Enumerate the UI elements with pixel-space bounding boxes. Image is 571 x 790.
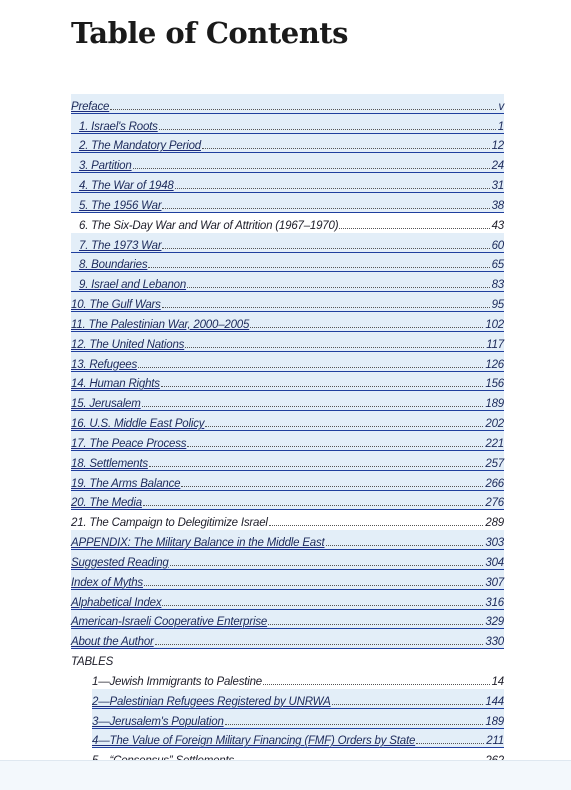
dot-leader: [202, 148, 490, 149]
dot-leader: [142, 406, 484, 407]
toc-entry-label: 2—Palestinian Refugees Registered by UNRWA: [92, 695, 331, 708]
toc-entry[interactable]: [71, 292, 504, 312]
toc-entry[interactable]: [71, 312, 504, 332]
toc-entry-page-number: 221: [485, 437, 504, 450]
dot-leader: [133, 168, 490, 169]
toc-entry[interactable]: [71, 570, 504, 590]
toc-entry-label: 14. Human Rights: [71, 378, 160, 391]
toc-entry-label: 11. The Palestinian War, 2000–2005: [71, 318, 250, 331]
toc-entry-label: 5. The 1956 War: [79, 199, 162, 212]
dot-leader: [181, 486, 483, 487]
toc-entry[interactable]: [71, 451, 504, 471]
toc-entry-label: 17. The Peace Process: [71, 437, 187, 450]
dot-leader: [175, 188, 490, 189]
toc-entry-label: 12. The United Nations: [71, 338, 185, 351]
toc-entry[interactable]: [71, 491, 504, 511]
toc-entry[interactable]: [71, 372, 504, 392]
toc-entry-page-number: 117: [486, 338, 504, 351]
dot-leader: [138, 367, 483, 368]
dot-leader: [250, 327, 483, 328]
toc-entry[interactable]: [71, 173, 504, 193]
toc-entry-label: 4. The War of 1948: [79, 180, 174, 193]
toc-entry: [71, 213, 504, 233]
toc-entry[interactable]: [71, 233, 504, 253]
toc-entry-label: 1. Israel's Roots: [79, 120, 158, 133]
toc-entry-label: 21. The Campaign to Delegitimize Israel: [71, 517, 268, 530]
toc-entry-page-number: 304: [485, 556, 504, 569]
toc-entry-page-number: 316: [485, 596, 504, 609]
toc-entry-page-number: 266: [485, 477, 504, 490]
toc-entry[interactable]: [71, 530, 504, 550]
toc-entry[interactable]: [71, 153, 504, 173]
toc-entry-page-number: 189: [485, 715, 504, 728]
toc-entry[interactable]: [71, 629, 504, 649]
toc-entry-page-number: 303: [485, 537, 504, 550]
toc-entry-label: 7. The 1973 War: [79, 239, 162, 252]
toc-entry-label: 1—Jewish Immigrants to Palestine: [92, 675, 263, 688]
toc-entry[interactable]: [71, 709, 504, 729]
toc-entry-page-number: 1: [497, 120, 504, 133]
dot-leader: [187, 446, 483, 447]
toc-entry-page-number: 330: [485, 636, 504, 649]
toc-entry-page-number: 38: [491, 199, 504, 212]
toc-entry-page-number: 189: [485, 398, 504, 411]
toc-entry[interactable]: [71, 193, 504, 213]
toc-entry[interactable]: [71, 272, 504, 292]
dot-leader: [149, 466, 484, 467]
toc-entry-page-number: 289: [485, 517, 504, 530]
toc-entry[interactable]: [71, 114, 504, 134]
toc-entry[interactable]: [71, 134, 504, 154]
toc-entry-page-number: 31: [491, 180, 504, 193]
dot-leader: [161, 386, 484, 387]
toc-entry[interactable]: [71, 431, 504, 451]
dot-leader: [185, 347, 484, 348]
toc-entry-label: 15. Jerusalem: [71, 398, 141, 411]
toc-entry[interactable]: [71, 729, 504, 749]
toc-entry-label: 18. Settlements: [71, 457, 148, 470]
toc-entry-page-number: 257: [485, 457, 504, 470]
toc-entry-page-number: 102: [485, 318, 504, 331]
toc-entry-label: 16. U.S. Middle East Policy: [71, 418, 205, 431]
toc-entry-label: 19. The Arms Balance: [71, 477, 181, 490]
toc-entry-page-number: 43: [491, 219, 504, 232]
dot-leader: [332, 704, 484, 705]
toc-entry-label: Preface: [71, 100, 110, 113]
dot-leader: [144, 585, 483, 586]
toc-entry[interactable]: [71, 391, 504, 411]
dot-leader: [225, 724, 484, 725]
dot-leader: [148, 267, 489, 268]
toc-entry-label: 20. The Media: [71, 497, 142, 510]
toc-entry-label: 2. The Mandatory Period: [79, 140, 201, 153]
toc-entry-label: Suggested Reading: [71, 556, 169, 569]
dot-leader: [339, 228, 489, 229]
toc-entry-page-number: 276: [485, 497, 504, 510]
dot-leader: [162, 248, 489, 249]
toc-entry-page-number: 83: [491, 279, 504, 292]
toc-entry-label: Alphabetical Index: [71, 596, 162, 609]
dot-leader: [268, 624, 483, 625]
dot-leader: [170, 565, 484, 566]
toc-entry-label: 4—The Value of Foreign Military Financing (FMF) Orders by State: [92, 735, 416, 748]
page-title: Table of Contents: [71, 16, 349, 50]
toc-entry-page-number: 144: [485, 695, 504, 708]
dot-leader: [110, 109, 496, 110]
toc-entry-label: 10. The Gulf Wars: [71, 299, 161, 312]
toc-entry[interactable]: [71, 94, 504, 114]
toc-entry-page-number: 12: [491, 140, 504, 153]
toc-entry[interactable]: [71, 352, 504, 372]
dot-leader: [416, 743, 484, 744]
dot-leader: [162, 605, 483, 606]
dot-leader: [205, 426, 483, 427]
toc-entry-label: 3—Jerusalem's Population: [92, 715, 224, 728]
toc-entry-label: 8. Boundaries: [79, 259, 148, 272]
toc-section-heading: [71, 649, 504, 669]
toc-entry[interactable]: [71, 689, 504, 709]
toc-entry-label: TABLES: [71, 656, 114, 669]
toc-entry-label: 6. The Six-Day War and War of Attrition (1967–1970): [79, 219, 339, 232]
toc-entry: [71, 510, 504, 530]
toc-entry-label: American-Israeli Cooperative Enterprise: [71, 616, 268, 629]
toc-entry[interactable]: [71, 610, 504, 630]
toc-entry-page-number: 329: [485, 616, 504, 629]
dot-leader: [162, 208, 489, 209]
toc-entry-label: Index of Myths: [71, 576, 143, 589]
toc-entry[interactable]: [71, 332, 504, 352]
toc-entry-page-number: 24: [491, 160, 504, 173]
dot-leader: [263, 684, 490, 685]
toc-entry-page-number: 156: [485, 378, 504, 391]
dot-leader: [187, 287, 490, 288]
toc-entry-label: 9. Israel and Lebanon: [79, 279, 187, 292]
toc-entry[interactable]: [71, 590, 504, 610]
toc-entry: [71, 669, 504, 689]
dot-leader: [143, 505, 483, 506]
toc-entry[interactable]: [71, 253, 504, 273]
toc-entry-page-number: 211: [486, 735, 504, 748]
toc-entry-page-number: 307: [485, 576, 504, 589]
viewer-footer-bar: [0, 760, 571, 790]
toc-entry[interactable]: [71, 471, 504, 491]
dot-leader: [162, 307, 490, 308]
toc-entry-page-number: 126: [485, 358, 504, 371]
toc-entry-page-number: 60: [491, 239, 504, 252]
toc-entry-label: 3. Partition: [79, 160, 132, 173]
toc-entry-label: About the Author: [71, 636, 154, 649]
table-of-contents: [71, 94, 504, 768]
dot-leader: [159, 129, 496, 130]
toc-entry-label: APPENDIX: The Military Balance in the Middle East: [71, 537, 325, 550]
toc-entry-page-number: v: [498, 100, 504, 113]
toc-entry-page-number: 14: [491, 675, 504, 688]
dot-leader: [269, 525, 484, 526]
toc-entry-page-number: 202: [485, 418, 504, 431]
toc-entry[interactable]: [71, 550, 504, 570]
toc-entry-page-number: 65: [491, 259, 504, 272]
toc-entry-label: 13. Refugees: [71, 358, 138, 371]
toc-entry-page-number: 95: [491, 299, 504, 312]
dot-leader: [326, 545, 484, 546]
dot-leader: [155, 644, 484, 645]
toc-entry[interactable]: [71, 411, 504, 431]
